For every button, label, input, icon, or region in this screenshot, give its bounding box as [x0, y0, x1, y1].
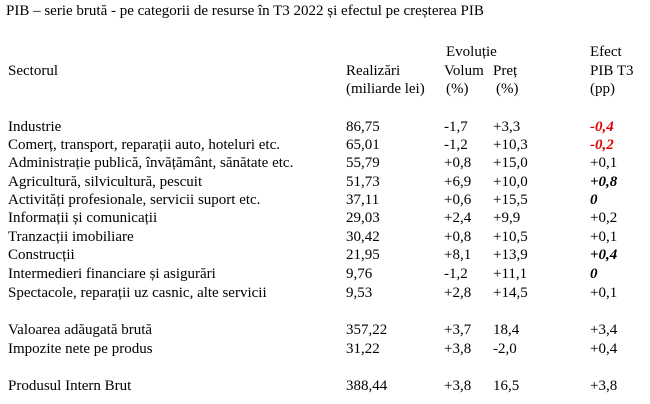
- table-row: [0, 136, 650, 154]
- row-sector: Impozite nete pe produs: [8, 341, 153, 357]
- row-efect: +3,4: [590, 322, 618, 338]
- table-row: [0, 209, 650, 227]
- header-pret: Preț: [493, 63, 518, 79]
- table-row: [0, 246, 650, 264]
- row-volum: +3,7: [444, 322, 472, 338]
- row-pret: +15,5: [493, 192, 528, 208]
- row-realizari: 9,76: [346, 266, 373, 282]
- row-volum: +0,8: [444, 155, 472, 171]
- row-efect: +0,4: [590, 247, 618, 263]
- header-realizari-unit: (miliarde lei): [346, 81, 425, 97]
- table-row: [0, 228, 650, 246]
- row-pret: +13,9: [493, 247, 528, 263]
- header-volum-unit: (%): [446, 81, 469, 97]
- row-efect: 0: [590, 192, 598, 208]
- row-efect: +0,1: [590, 155, 618, 171]
- row-efect: 0: [590, 266, 598, 282]
- row-realizari: 388,44: [346, 378, 388, 394]
- row-efect: +0,1: [590, 285, 618, 301]
- row-volum: +0,8: [444, 229, 472, 245]
- row-pret: +10,3: [493, 137, 528, 153]
- page-title: PIB – serie brută - pe categorii de resurse în T3 2022 și efectul pe creșterea PIB: [6, 3, 484, 19]
- row-efect: +0,8: [590, 174, 618, 190]
- row-volum: +8,1: [444, 247, 472, 263]
- table-row-pib: [0, 377, 650, 395]
- row-efect: -0,2: [590, 137, 614, 153]
- row-pret: 18,4: [493, 322, 520, 338]
- table-row: [0, 118, 650, 136]
- row-pret: +10,5: [493, 229, 528, 245]
- row-realizari: 37,11: [346, 192, 380, 208]
- row-pret: +15,0: [493, 155, 528, 171]
- row-volum: +3,8: [444, 341, 472, 357]
- row-efect: +0,2: [590, 210, 618, 226]
- row-sector: Spectacole, reparații uz casnic, alte servicii: [8, 285, 267, 301]
- row-pret: 16,5: [493, 378, 520, 394]
- header-efect-unit: (pp): [590, 81, 615, 97]
- header-pret-unit: (%): [496, 81, 519, 97]
- header-realizari: Realizări: [346, 63, 401, 79]
- row-volum: -1,7: [444, 119, 468, 135]
- row-pret: +11,1: [493, 266, 528, 282]
- header-efect: Efect: [590, 44, 622, 60]
- row-volum: -1,2: [444, 266, 468, 282]
- row-realizari: 31,22: [346, 341, 380, 357]
- row-sector: Produsul Intern Brut: [8, 378, 132, 394]
- row-realizari: 30,42: [346, 229, 380, 245]
- row-efect: +0,1: [590, 229, 618, 245]
- row-volum: +6,9: [444, 174, 472, 190]
- table-row: [0, 265, 650, 283]
- row-efect: +0,4: [590, 341, 618, 357]
- row-sector: Activități profesionale, servicii suport etc.: [8, 192, 261, 208]
- row-realizari: 9,53: [346, 285, 373, 301]
- row-sector: Agricultură, silvicultură, pescuit: [8, 174, 203, 190]
- table-row: [0, 191, 650, 209]
- row-volum: -1,2: [444, 137, 468, 153]
- row-sector: Comerț, transport, reparații auto, hoteluri etc.: [8, 137, 280, 153]
- row-realizari: 21,95: [346, 247, 380, 263]
- header-sector: Sectorul: [8, 63, 58, 79]
- row-pret: +14,5: [493, 285, 528, 301]
- row-pret: +3,3: [493, 119, 521, 135]
- row-realizari: 55,79: [346, 155, 380, 171]
- row-sector: Valoarea adăugată brută: [8, 322, 153, 338]
- row-sector: Administrație publică, învățământ, sănătate etc.: [8, 155, 294, 171]
- row-volum: +0,6: [444, 192, 472, 208]
- row-realizari: 65,01: [346, 137, 380, 153]
- row-pret: +10,0: [493, 174, 528, 190]
- table-row: [0, 154, 650, 172]
- table-row: [0, 173, 650, 191]
- row-volum: +3,8: [444, 378, 472, 394]
- table-row-total: [0, 340, 650, 358]
- table-row-total: [0, 321, 650, 339]
- row-volum: +2,4: [444, 210, 472, 226]
- row-sector: Informații și comunicații: [8, 210, 158, 226]
- row-pret: +9,9: [493, 210, 521, 226]
- header-volum: Volum: [444, 63, 484, 79]
- row-efect: +3,8: [590, 378, 618, 394]
- row-volum: +2,8: [444, 285, 472, 301]
- header-efect-pib: PIB T3: [590, 63, 634, 79]
- row-realizari: 51,73: [346, 174, 380, 190]
- table-row: [0, 284, 650, 302]
- row-sector: Intermedieri financiare și asigurări: [8, 266, 216, 282]
- row-realizari: 29,03: [346, 210, 380, 226]
- row-realizari: 357,22: [346, 322, 388, 338]
- row-sector: Tranzacții imobiliare: [8, 229, 134, 245]
- row-efect: -0,4: [590, 119, 614, 135]
- row-pret: -2,0: [493, 341, 517, 357]
- row-sector: Industrie: [8, 119, 62, 135]
- row-realizari: 86,75: [346, 119, 380, 135]
- header-evolutie: Evoluție: [446, 44, 497, 60]
- row-sector: Construcții: [8, 247, 75, 263]
